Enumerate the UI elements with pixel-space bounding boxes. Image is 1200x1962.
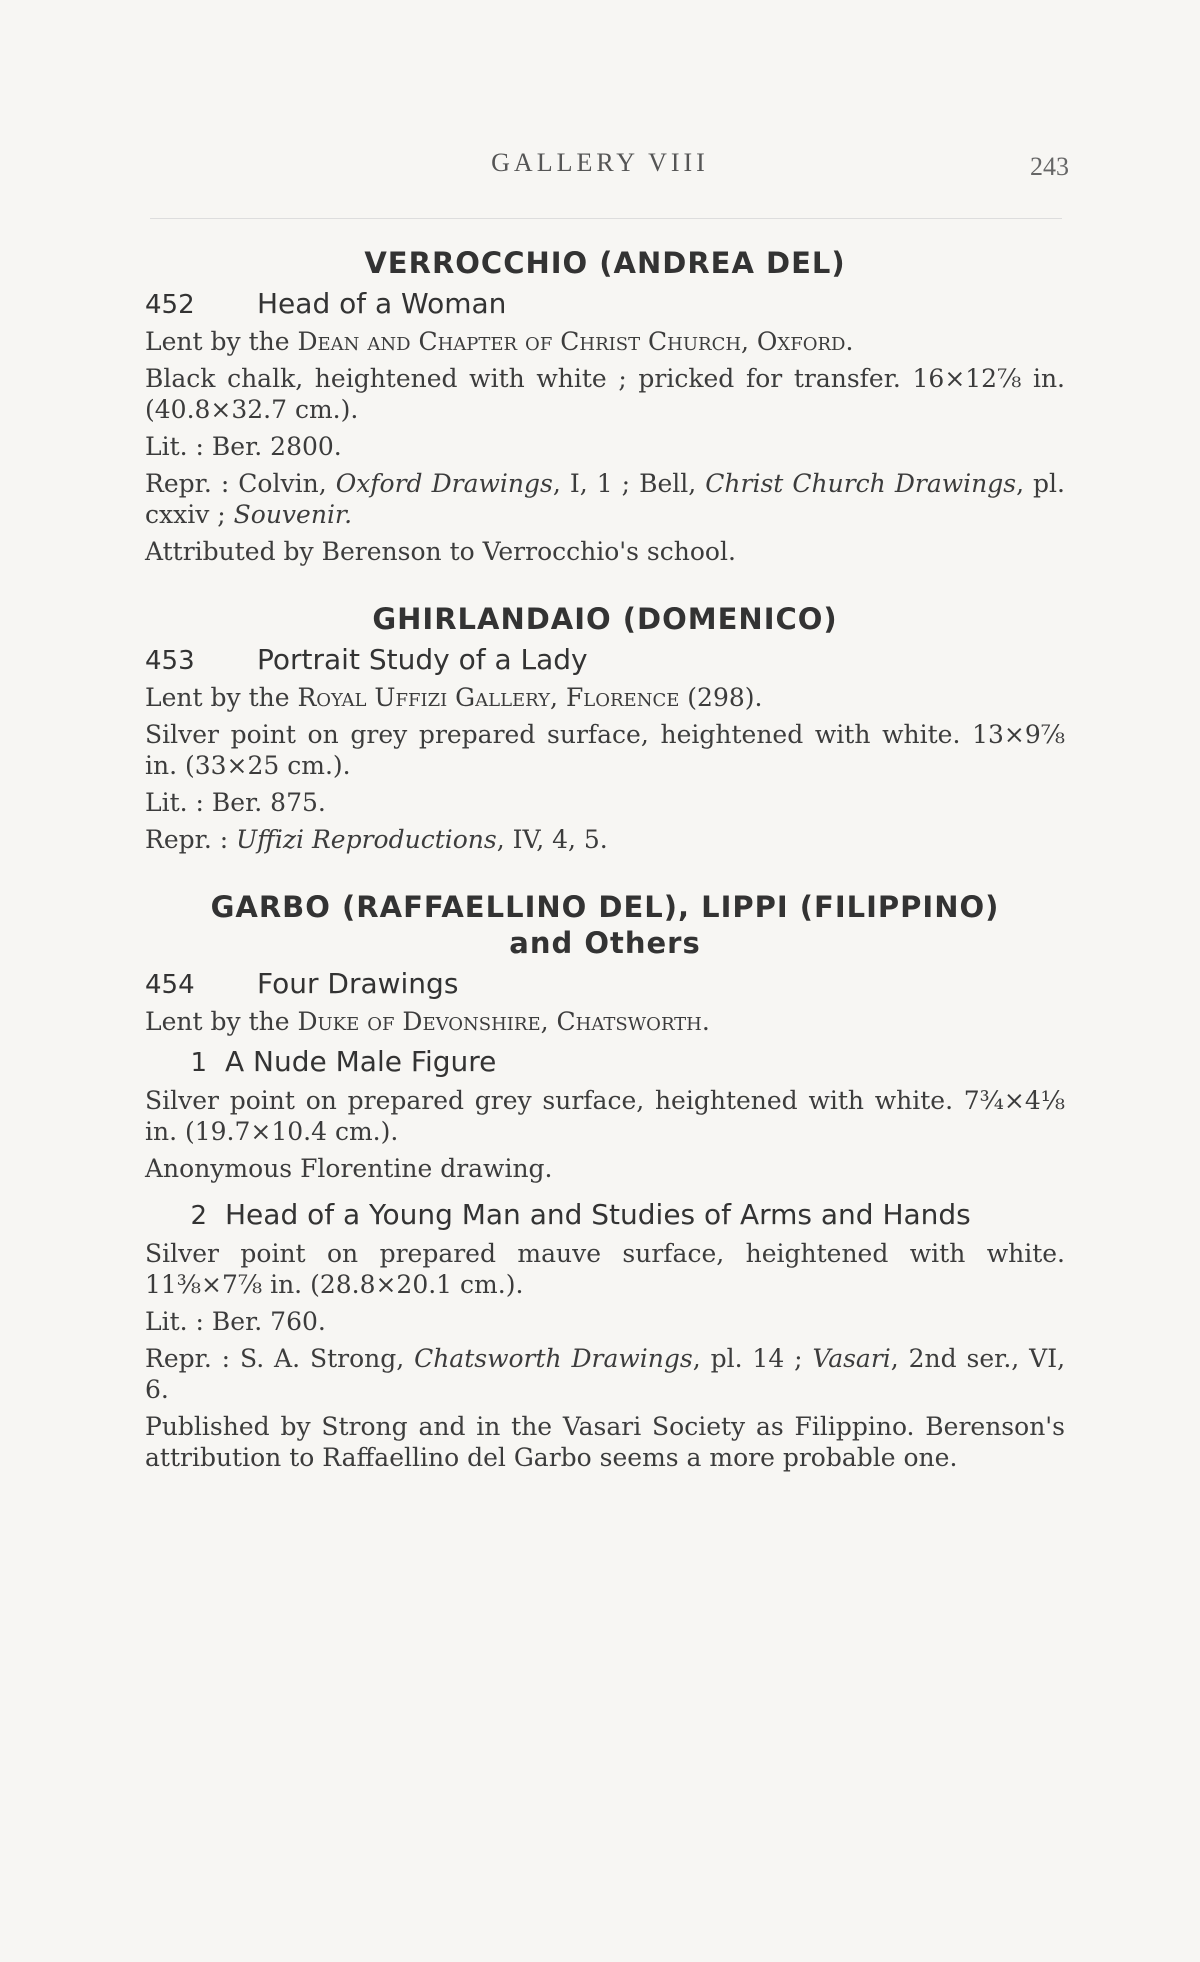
sub-item-2 — [145, 1198, 1065, 1473]
page-number: 243 — [1030, 152, 1069, 181]
reproductions-line — [145, 1343, 1065, 1405]
catalogue-number: 453 — [145, 646, 195, 676]
repr-title: Vasari — [812, 1344, 891, 1373]
sub-item-number: 2 — [190, 1201, 207, 1231]
entry-453 — [145, 601, 1065, 855]
running-head: GALLERY VIII — [491, 148, 709, 177]
medium-line: Silver point on prepared grey surface, heightened with white. 7¾×4⅛ in. (19.7×10.4 cm.). — [145, 1086, 1065, 1146]
catalogue-number: 454 — [145, 970, 195, 1000]
repr-label: Repr. : — [145, 825, 237, 854]
literature-line: Lit. : Ber. 875. — [145, 788, 326, 817]
repr-text: , IV, 4, 5. — [496, 825, 608, 854]
repr-text: , I, 1 ; Bell, — [552, 469, 706, 498]
attribution-note: Published by Strong and in the Vasari Society as Filippino. Berenson's attribution to Raffaellino del Garbo seems a more probable one. — [145, 1412, 1065, 1472]
artist-heading: GARBO (RAFFAELLINO DEL), LIPPI (FILIPPINO) — [210, 890, 1000, 924]
medium-line: Black chalk, heightened with white ; pricked for transfer. 16×12⅞ in. (40.8×32.7 cm.). — [145, 364, 1065, 424]
repr-label: Repr. : — [145, 469, 239, 498]
repr-title: Uffizi Reproductions — [236, 825, 497, 854]
medium-line: Silver point on grey prepared surface, heightened with white. 13×9⅞ in. (33×25 cm.). — [145, 720, 1065, 780]
lender-prefix: Lent by the — [145, 683, 290, 712]
repr-text: S. A. Strong, — [239, 1344, 415, 1373]
sub-item-number: 1 — [190, 1048, 207, 1078]
repr-text: , pl. cxxiv ; — [145, 469, 1066, 529]
artist-heading: GHIRLANDAIO (DOMENICO) — [372, 602, 838, 636]
lender-prefix: Lent by the — [145, 327, 290, 356]
literature-line: Lit. : Ber. 2800. — [145, 432, 342, 461]
entry-452 — [145, 245, 1065, 567]
lender-line — [145, 682, 1065, 713]
entry-454 — [145, 889, 1065, 1473]
repr-title: Christ Church Drawings — [705, 469, 1017, 498]
entry-header — [145, 967, 1065, 1000]
repr-title: Chatsworth Drawings — [414, 1344, 693, 1373]
lender-name: Royal Uffizi Gallery, Florence (298). — [297, 683, 763, 712]
sub-item-1 — [145, 1045, 1065, 1184]
attribution-note: Attributed by Berenson to Verrocchio's school. — [145, 537, 736, 566]
reproductions-line — [145, 824, 1065, 855]
reproductions-line — [145, 468, 1065, 530]
artist-heading: VERROCCHIO (ANDREA DEL) — [364, 246, 846, 280]
sub-item-title: Head of a Young Man and Studies of Arms and Hands — [225, 1198, 971, 1231]
lender-name: Dean and Chapter of Christ Church, Oxford. — [297, 327, 854, 356]
work-title: Portrait Study of a Lady — [257, 643, 588, 676]
medium-line: Silver point on prepared mauve surface, heightened with white. 11⅜×7⅞ in. (28.8×20.1 cm.). — [145, 1239, 1065, 1299]
sub-item-header — [145, 1045, 1065, 1079]
lender-line — [145, 326, 1065, 357]
section-gap — [145, 855, 1065, 889]
section-gap — [145, 567, 1065, 601]
entry-header — [145, 287, 1065, 320]
catalogue-content — [145, 245, 1065, 1473]
entry-header — [145, 643, 1065, 676]
lender-prefix: Lent by the — [145, 1007, 290, 1036]
repr-title: Oxford Drawings — [335, 469, 553, 498]
sub-item-title: A Nude Male Figure — [225, 1045, 497, 1078]
sub-item-header — [145, 1198, 1065, 1232]
repr-text: Colvin, — [238, 469, 336, 498]
work-title: Four Drawings — [257, 967, 459, 1000]
artist-heading-continued: and Others — [509, 926, 701, 960]
catalogue-number: 452 — [145, 290, 195, 320]
repr-label: Repr. : — [145, 1344, 240, 1373]
lender-name: Duke of Devonshire, Chatsworth. — [297, 1007, 710, 1036]
work-title: Head of a Woman — [257, 287, 507, 320]
lender-line — [145, 1006, 1065, 1037]
header-rule — [150, 218, 1062, 219]
attribution-note: Anonymous Florentine drawing. — [145, 1154, 553, 1183]
repr-title: Souvenir. — [233, 500, 353, 529]
literature-line: Lit. : Ber. 760. — [145, 1307, 326, 1336]
repr-text: , pl. 14 ; — [692, 1344, 813, 1373]
repr-text: , 2nd ser., VI, 6. — [145, 1344, 1066, 1404]
